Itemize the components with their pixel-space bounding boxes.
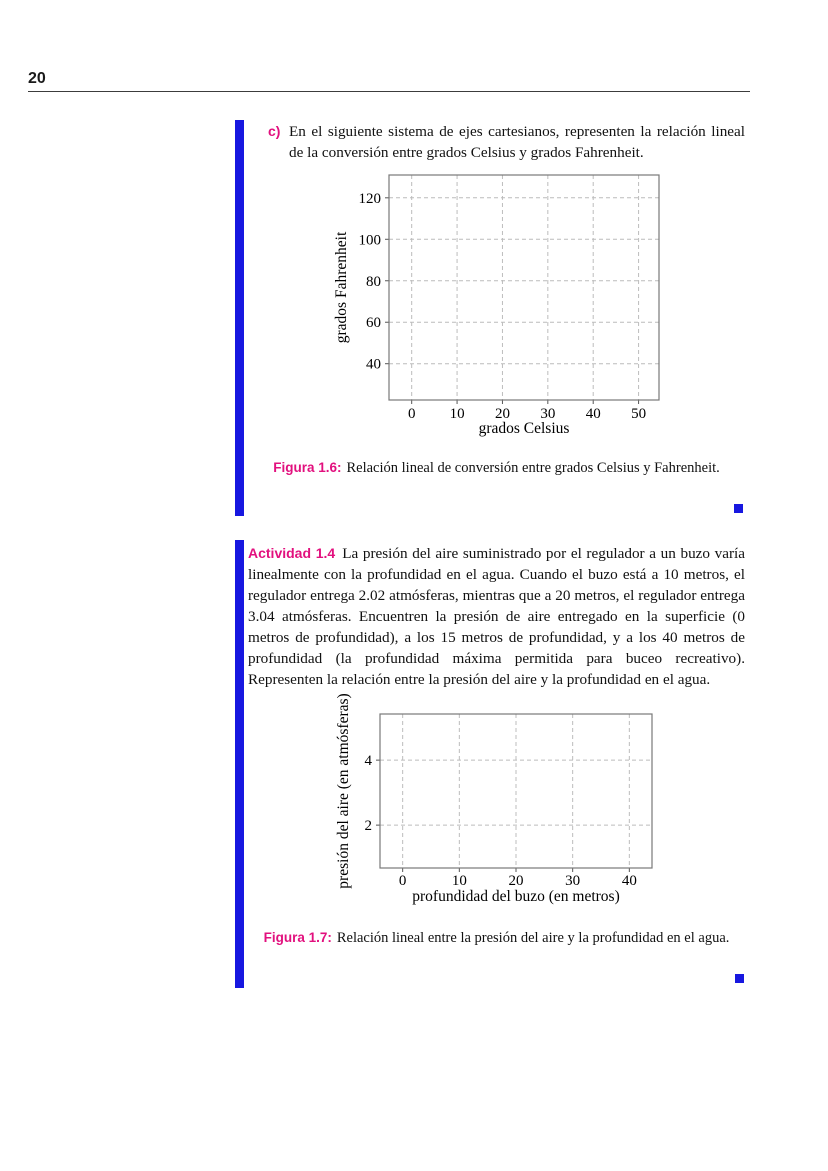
svg-text:20: 20 — [494, 406, 510, 422]
svg-text:profundidad del buzo (en metro: profundidad del buzo (en metros) — [412, 888, 620, 905]
svg-text:grados Celsius: grados Celsius — [478, 420, 570, 437]
svg-text:100: 100 — [358, 232, 381, 249]
figure-1-7-caption — [248, 929, 745, 947]
figure-1-7-caption-text: Relación lineal entre la presión del aire y la profundidad en el agua. — [336, 930, 730, 946]
activity-1-4-paragraph — [248, 543, 745, 690]
svg-text:120: 120 — [358, 190, 381, 207]
svg-text:10: 10 — [451, 873, 467, 889]
svg-text:0: 0 — [407, 406, 416, 422]
activity-1-4-text: La presión del aire suministrado por el regulador a un buzo varía linealmente con la profundidad en el agua. Cuando el buzo está a 10 metros, el regulador entrega 2.02 atmósferas, mientras que a 20 metros, el regulador entrega 3.04 atmósferas. Encuentren la presión de aire entregado en la superficie (0 metros de profundidad), a los 15 metros de profundidad, y a los 40 metros de profundidad (la profundidad máxima permitida para buceo recreativo). Representen la relación entre la presión del aire y la profundidad en el agua. — [248, 545, 745, 688]
svg-text:50: 50 — [631, 406, 647, 422]
exercise-accent-bar — [235, 120, 244, 516]
svg-text:60: 60 — [366, 315, 381, 332]
svg-text:2: 2 — [364, 818, 372, 835]
figure-1-7-label: Figura 1.7: — [263, 930, 332, 945]
figure-1-7-chart — [320, 693, 672, 916]
activity-end-marker — [735, 974, 744, 983]
svg-text:30: 30 — [565, 873, 581, 889]
svg-text:30: 30 — [540, 406, 556, 422]
header-rule — [28, 91, 750, 92]
activity-accent-bar — [235, 540, 244, 988]
svg-text:40: 40 — [366, 356, 381, 373]
svg-text:40: 40 — [621, 873, 637, 889]
item-c-text: En el siguiente sistema de ejes cartesianos, representen la relación lineal de la conversión entre grados Celsius y grados Fahrenheit. — [289, 123, 745, 161]
activity-1-4-label: Actividad 1.4 — [248, 545, 336, 561]
svg-text:80: 80 — [366, 273, 381, 290]
exercise-item-c — [268, 121, 745, 163]
svg-text:4: 4 — [364, 753, 372, 770]
svg-text:20: 20 — [508, 873, 524, 889]
svg-text:grados Fahrenheit: grados Fahrenheit — [333, 231, 350, 344]
page-number: 20 — [28, 70, 46, 87]
svg-text:presión del aire (en atmósfera: presión del aire (en atmósferas) — [335, 693, 352, 889]
figure-1-6-caption-text: Relación lineal de conversión entre grados Celsius y Fahrenheit. — [346, 460, 720, 476]
figure-1-6-chart — [330, 170, 670, 455]
svg-text:0: 0 — [398, 873, 407, 889]
figure-1-6-label: Figura 1.6: — [273, 460, 342, 475]
item-c-marker: c) — [268, 123, 281, 139]
svg-text:10: 10 — [449, 406, 465, 422]
svg-text:40: 40 — [585, 406, 601, 422]
exercise-end-marker — [734, 504, 743, 513]
figure-1-6-caption — [248, 459, 745, 477]
